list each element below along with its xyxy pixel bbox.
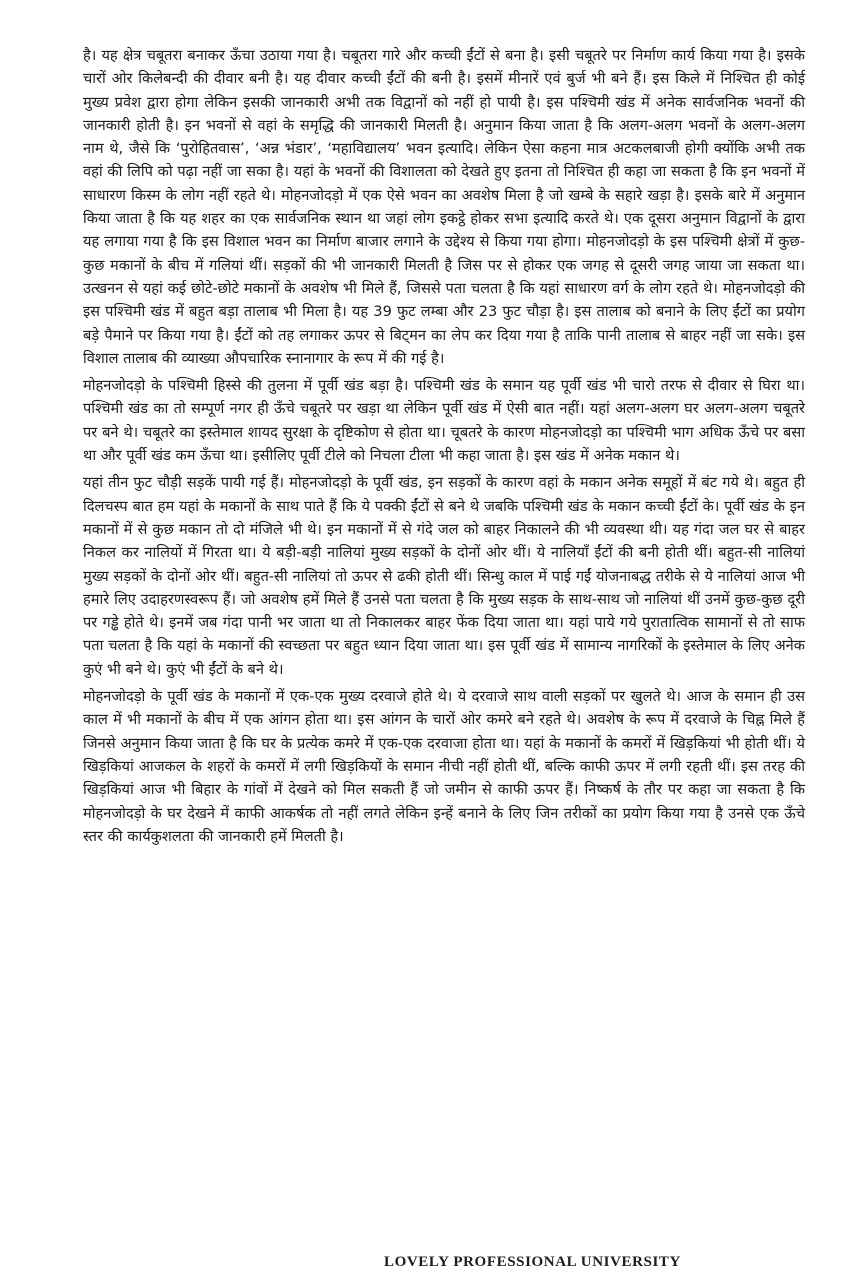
document-page	[83, 44, 805, 848]
paragraph-western-section: है। यह क्षेत्र चबूतरा बनाकर ऊँचा उठाया गया है। चबूतरा गारे और कच्ची ईंटों से बना है। इसी चबूतरे पर निर्माण कार्य किया गया है। इसके चारों ओर किलेबन्दी की दीवार बनी है। यह दीवार कच्ची ईंटों की बनी है। इसमें मीनारें एवं बुर्ज भी बने हैं। इस किले में निश्चित ही कोई मुख्य प्रवेश द्वारा होगा लेकिन इसकी जानकारी अभी तक विद्वानों को नहीं हो पायी है। इस पश्चिमी खंड में अनेक सार्वजनिक भवनों की जानकारी होती है। इन भवनों से वहां के समृद्धि की जानकारी मिलती है। अनुमान किया जाता है कि अलग-अलग भवनों के अलग-अलग नाम थे, जैसे कि ‘पुरोहितवास’, ‘अन्न भंडार’, ‘महाविद्यालय’ भवन इत्यादि। लेकिन ऐसा कहना मात्र अटकलबाजी होगी क्योंकि अभी तक वहां की लिपि को पढ़ा नहीं जा सका है। यहां के भवनों की विशालता को देखते हुए इतना तो निश्चित ही कहा जा सकता है कि इन भवनों में साधारण किस्म के लोग नहीं रहते थे। मोहनजोदड़ो में एक ऐसे भवन का अवशेष मिला है जो खम्बे के सहारे खड़ा है। इसके बारे में अनुमान किया जाता है कि यह शहर का एक सार्वजनिक स्थान था जहां लोग इकट्ठे होकर सभा इत्यादि करते थे। एक दूसरा अनुमान विद्वानों के द्वारा यह लगाया गया है कि इस विशाल भवन का निर्माण बाजार लगाने के उद्देश्य से किया गया होगा। मोहनजोदड़ो के इस पश्चिमी क्षेत्रों में कुछ-कुछ मकानों के बीच में गलियां थीं। सड़कों की भी जानकारी मिलती है जिस पर से होकर एक जगह से दूसरी जगह जाया जा सकता था। उत्खनन से यहां कई छोटे-छोटे मकानों के अवशेष भी मिले हैं, जिससे पता चलता है कि यहां साधारण वर्ग के लोग रहते थे। मोहनजोदड़ो की इस पश्चिमी खंड में बहुत बड़ा तालाब भी मिला है। यह 39 फुट लम्बा और 23 फुट चौड़ा है। इस तालाब को बनाने के लिए ईंटों का प्रयोग बड़े पैमाने पर किया गया है। ईंटों को तह लगाकर ऊपर से बिट्‌मन का लेप कर दिया गया है ताकि पानी तालाब से बाहर नहीं जा सके। इस विशाल तालाब की व्याख्या औपचारिक स्नानागार के रूप में की गई है।	[83, 47, 806, 367]
paragraph-roads-drains: यहां तीन फुट चौड़ी सड़कें पायी गई हैं। मोहनजोदड़ो के पूर्वी खंड, इन सड़कों के कारण वहां के मकान अनेक समूहों में बंट गये थे। बहुत ही दिलचस्प बात हम यहां के मकानों के साथ पाते हैं कि ये पक्की ईंटों से बने थे जबकि पश्चिमी खंड के मकान कच्ची ईंटों के। पूर्वी खंड के इन मकानों में से कुछ मकान तो दो मंजिले भी थे। इन मकानों में से गंदे जल को बाहर निकालने की भी व्यवस्था थी। यह गंदा जल घर से बाहर निकल कर नालियों में गिरता था। ये बड़ी-बड़ी नालियां मुख्य सड़कों के दोनों ओर थीं। ये नालियाँ ईंटों की बनी होती थीं। बहुत-सी नालियां मुख्य सड़कों के दोनों ओर थीं। बहुत-सी नालियां तो ऊपर से ढकी होती थीं। सिन्धु काल में पाई गईं योजनाबद्ध तरीके से ये नालियां आज भी हमारे लिए उदाहरणस्वरूप हैं। जो अवशेष हमें मिले हैं उनसे पता चलता है कि मुख्य सड़क के साथ-साथ जो नालियां थीं उनमें कुछ-कुछ दूरी पर गड्ढे होते थे। इनमें जब गंदा पानी भर जाता था तो निकालकर बाहर फेंक दिया जाता था। यहां पाये गये पुरातात्विक सामानों से तो साफ पता चलता है कि यहां के मकानों की स्वच्छता पर बहुत ध्यान दिया जाता था। इस पूर्वी खंड में सामान्य नागरिकों के इस्तेमाल के लिए अनेक कुएं भी बने थे। कुएं भी ईंटों के बने थे।	[83, 474, 805, 678]
page-footer: LOVELY PROFESSIONAL UNIVERSITY	[384, 1254, 681, 1270]
paragraph-eastern-section: मोहनजोदड़ो के पश्चिमी हिस्से की तुलना में पूर्वी खंड बड़ा है। पश्चिमी खंड के समान यह पूर्वी खंड भी चारो तरफ से दीवार से घिरा था। पश्चिमी खंड का तो सम्पूर्ण नगर ही ऊँचे चबूतरे पर खड़ा था लेकिन पूर्वी खंड में ऐसी बात नहीं। यहां अलग-अलग घर अलग-अलग चबूतरे पर बने थे। चबूतरे का इस्तेमाल शायद सुरक्षा के दृष्टिकोण से होता था। चूबतरे के कारण मोहनजोदड़ो का पश्चिमी भाग अधिक ऊँचे पर बसा था और पूर्वी खंड कम ऊँचा था। इसीलिए पूर्वी टीले को निचला टीला भी कहा जाता है। इस खंड में अनेक मकान थे।	[83, 377, 805, 465]
paragraph-houses-doors: मोहनजोदड़ो के पूर्वी खंड के मकानों में एक-एक मुख्य दरवाजे होते थे। ये दरवाजे साथ वाली सड़कों पर खुलते थे। आज के समान ही उस काल में भी मकानों के बीच में एक आंगन होता था। इस आंगन के चारों ओर कमरे बने रहते थे। अवशेष के रूप में दरवाजे के चिह्न मिले हैं जिनसे अनुमान किया जाता है कि घर के प्रत्येक कमरे में एक-एक दरवाजा होता था। यहां के मकानों के कमरों में खिड़कियां भी होती थीं। ये खिड़कियां आजकल के शहरों के कमरों में लगी खिड़कियों के समान नीची नहीं होती थीं, बल्कि काफी ऊपर में लगी रहती थीं। इस तरह की खिड़कियां आज भी बिहार के गांवों में देखने को मिल सकती हैं जो जमीन से काफी ऊपर हैं। निष्कर्ष के तौर पर कहा जा सकता है कि मोहनजोदड़ो के घर देखने में काफी आकर्षक तो नहीं लगते लेकिन इन्हें बनाने के लिए जिन तरीकों का प्रयोग किया गया है उनसे एक ऊँचे स्तर की कार्यकुशलता की जानकारी हमें मिलती है।	[83, 688, 805, 845]
